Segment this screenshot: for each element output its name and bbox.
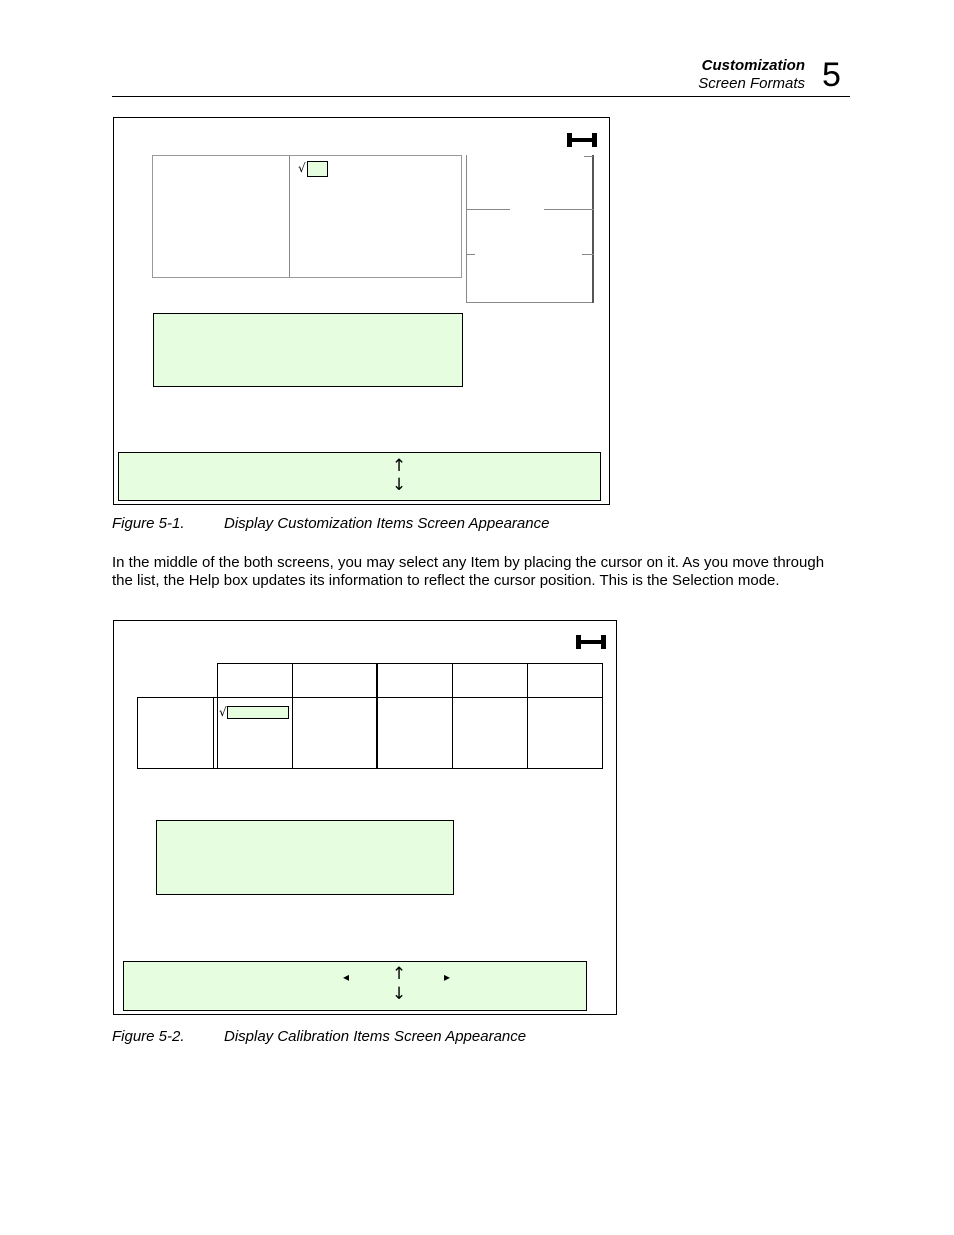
right-arrow-icon[interactable]: ▸ (444, 970, 451, 984)
prompt-bar (123, 961, 587, 1011)
figure-2-title: Display Calibration Items Screen Appearance (224, 1028, 527, 1045)
scroll-down-icon[interactable]: ↓ (391, 475, 407, 495)
help-box (156, 820, 454, 895)
selection-cursor[interactable] (307, 161, 328, 177)
prompt-bar (118, 452, 601, 501)
check-mark: √ (219, 705, 227, 719)
figure-1-number: Figure 5-1. (112, 515, 185, 532)
scroll-up-icon[interactable]: ↑ (391, 456, 407, 476)
selection-cursor[interactable] (227, 706, 289, 719)
figure-1-screen (113, 117, 610, 505)
figure-2-number: Figure 5-2. (112, 1028, 185, 1045)
left-arrow-icon[interactable]: ◂ (343, 970, 350, 984)
chapter-title: Customization (701, 57, 805, 74)
chapter-number: 5 (822, 56, 841, 94)
calibration-table (114, 621, 618, 781)
status-panel (466, 155, 594, 303)
header-rule (112, 96, 850, 97)
check-mark: √ (298, 161, 306, 175)
section-title: Screen Formats (698, 75, 805, 92)
help-box (153, 313, 463, 387)
lock-bar-icon (567, 133, 597, 147)
scroll-down-icon[interactable]: ↓ (391, 984, 407, 1004)
figure-2-screen (113, 620, 617, 1015)
list-divider (289, 156, 290, 277)
figure-1-title: Display Customization Items Screen Appearance (224, 515, 550, 532)
scroll-up-icon[interactable]: ↑ (391, 964, 407, 984)
body-paragraph: In the middle of the both screens, you may select any Item by placing the cursor on it. As you move through the list, the Help box updates its information to reflect the cursor position. This is the Selection mode. (112, 554, 825, 589)
